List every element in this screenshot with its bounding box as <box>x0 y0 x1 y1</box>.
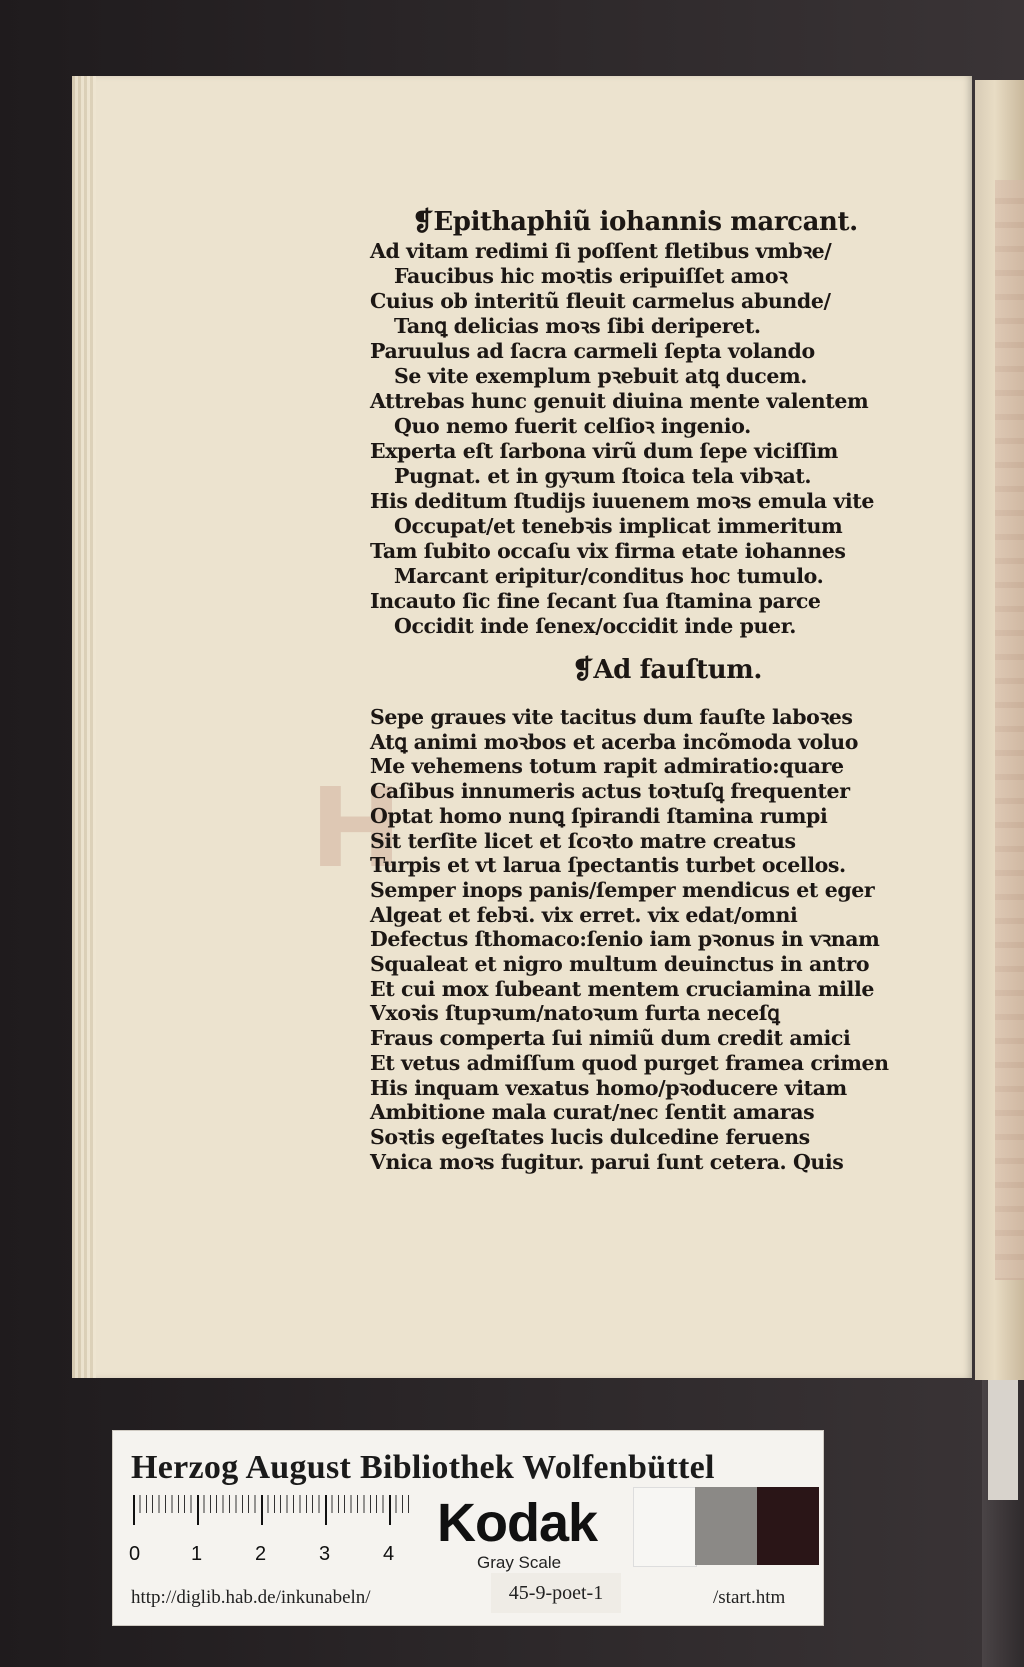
item-id: 45-9-poet-1 <box>491 1573 621 1613</box>
ruler-label: 2 <box>255 1543 267 1565</box>
scale-ruler <box>133 1495 413 1535</box>
ruler-label: 3 <box>319 1543 331 1565</box>
poem-line: Algeat et febꝛi. vix erret. vix edat/omni <box>370 902 798 927</box>
poem-line: Se vite exemplum pꝛebuit atꝗ ducem. <box>394 364 807 388</box>
poem-line: Atꝗ animi moꝛbos et acerba incõmoda voluo <box>370 729 859 754</box>
scan-clip <box>982 1380 1024 1667</box>
swatch-dark <box>757 1487 819 1565</box>
kodak-wordmark: Kodak <box>437 1493 598 1553</box>
poem-line: Turpis et vt larua ſpectantis turbet ocellos. <box>370 853 846 878</box>
poem-line: Sepe graues vite tacitus dum fauſte laboꝛes <box>370 705 853 729</box>
poem-line: Et vetus admiſſum quod purget framea crimen <box>370 1050 889 1075</box>
poem-line: Occupat/et tenebꝛis implicat immeritum <box>394 514 843 538</box>
url-base: http://diglib.hab.de/inkunabeln/ <box>131 1587 371 1608</box>
page-text <box>370 205 910 1174</box>
swatch-white <box>633 1487 697 1567</box>
poem-line: Attrebas hunc genuit diuina mente valentem <box>370 389 869 413</box>
poem-line: Sit terſite licet et ſcoꝛto matre creatus <box>370 828 796 853</box>
poem-line: Ad vitam redimi ſi poſſent fletibus vmbꝛe/ <box>370 239 832 263</box>
kodak-logo <box>435 1491 625 1571</box>
poem-line: Pugnat. et in gyꝛum ſtoica tela vibꝛat. <box>394 464 812 488</box>
poem-line: Occidit inde ſenex/occidit inde puer. <box>394 614 796 638</box>
poem-line: Tanꝗ delicias moꝛs ſibi deriperet. <box>394 314 761 338</box>
ruler-labels <box>129 1543 413 1567</box>
poem-line: Vnica moꝛs fugitur. parui ſunt cetera. Quis <box>370 1149 844 1174</box>
ruler-label: 4 <box>383 1543 395 1565</box>
poem-line: Tam ſubito occaſu vix firma etate iohannes <box>370 539 846 563</box>
poem-line: Semper inops panis/ſemper mendicus et eger <box>370 877 875 902</box>
page-stack-edge <box>72 76 96 1378</box>
swatch-gray <box>695 1487 757 1565</box>
poem-line: Vxoꝛis ſtupꝛum/natoꝛum furta neceſꝗ <box>370 1001 780 1026</box>
poem-line: Ambitione mala curat/nec ſentit amaras <box>370 1100 815 1125</box>
poem-line: Et cui mox ſubeant mentem cruciamina mille <box>370 976 874 1001</box>
poem-line: Defectus ſthomaco:ſenio iam pꝛonus in vꝛnam <box>370 927 880 952</box>
poem-line: Fraus comperta ſui nimiũ dum credit amici <box>370 1026 851 1051</box>
poem-line: His deditum ſtudijs iuuenem moꝛs emula vite <box>370 489 874 513</box>
ruler-label: 0 <box>129 1543 141 1565</box>
faustum-poem <box>370 705 910 1174</box>
poem-line: Cuius ob interitũ fleuit carmelus abunde/ <box>370 289 831 313</box>
library-name: Herzog August Bibliothek Wolfenbüttel <box>131 1449 715 1486</box>
poem-line: Quo nemo fuerit celſioꝛ ingenio. <box>394 414 751 438</box>
epitaph-poem <box>370 239 910 639</box>
poem-line: Soꝛtis egeſtates lucis dulcedine feruens <box>370 1124 810 1149</box>
poem-line: Squaleat et nigro multum deuinctus in antro <box>370 952 870 977</box>
url-suffix: /start.htm <box>713 1587 786 1608</box>
poem-line: His inquam vexatus homo/pꝛoducere vitam <box>370 1075 847 1100</box>
poem-line: Faucibus hic moꝛtis eripuiſſet amoꝛ <box>394 264 788 288</box>
poem-line: Paruulus ad ſacra carmeli ſepta volando <box>370 339 815 363</box>
poem-line: Experta eſt ſarbona virũ dum ſepe viciſſim <box>370 439 838 463</box>
epitaph-heading: ❡Epithaphiũ iohannis marcant. <box>412 207 858 237</box>
poem-line: Incauto ſic fine ſecant ſua ſtamina parce <box>370 589 821 613</box>
poem-line: Me vehemens totum rapit admiratio:quare <box>370 754 844 779</box>
kodak-subtitle: Gray Scale <box>477 1553 562 1572</box>
watermark: H <box>310 764 403 892</box>
poem-line: Optat homo nunꝗ ſpirandi ſtamina rumpi <box>370 803 828 828</box>
ruler-label: 1 <box>191 1543 203 1565</box>
poem-line: Caſibus innumeris actus toꝛtuſꝗ frequenter <box>370 779 850 804</box>
poem-line: Marcant eripitur/conditus hoc tumulo. <box>394 564 824 588</box>
library-color-card <box>113 1431 823 1625</box>
adjacent-page-edge <box>975 80 1024 1380</box>
faustum-heading: ❡Ad fauſtum. <box>572 655 762 685</box>
